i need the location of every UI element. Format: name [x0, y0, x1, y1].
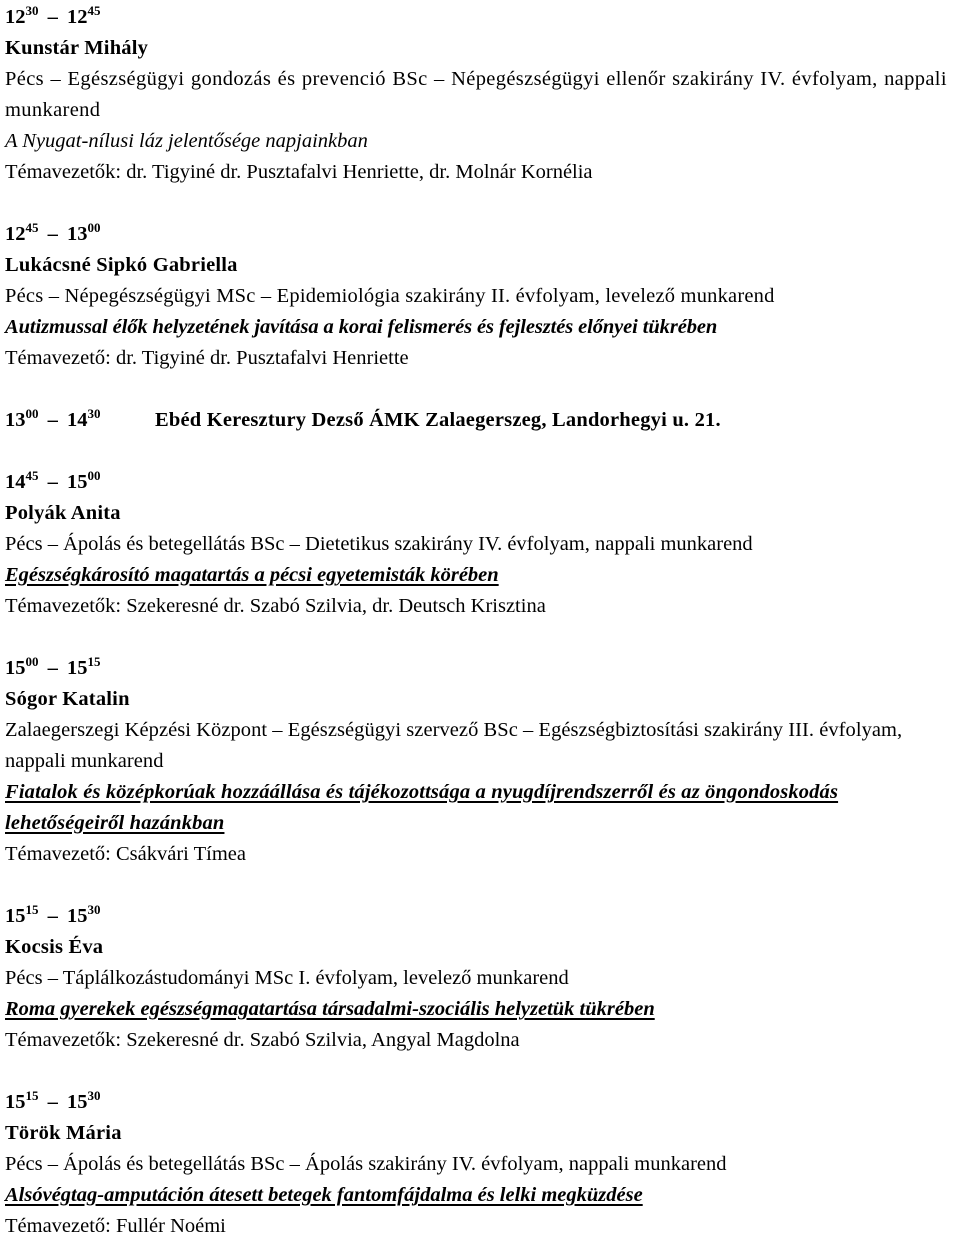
schedule-entry	[5, 467, 957, 622]
time-slot: $15^{00} - 15^{15}$	[5, 654, 101, 679]
program-info: Pécs – Táplálkozástudományi MSc I. évfolyam, levelező munkarend	[5, 967, 569, 989]
presentation-title: Roma gyerekek egészségmagatartása társadalmi-szociális helyzetük tükrében	[5, 998, 655, 1020]
time-slot: $12^{30} - 12^{45}$	[5, 3, 101, 28]
presentation-title: Autizmussal élők helyzetének javítása a korai felismerés és fejlesztés előnyei tükrében	[5, 316, 718, 338]
presenter-name: Kunstár Mihály	[5, 37, 149, 59]
supervisor: Témavezető: dr. Tigyiné dr. Pusztafalvi Henriette	[5, 347, 409, 369]
program-info: Pécs – Népegészségügyi MSc – Epidemiológia szakirány II. évfolyam, levelező munkarend	[5, 285, 775, 307]
schedule-entry	[5, 219, 957, 374]
time-slot: $13^{00} - 14^{30}$	[5, 406, 101, 431]
presentation-title: Alsóvégtag-amputáción átesett betegek fantomfájdalma és lelki megküzdése	[5, 1184, 643, 1206]
supervisor: Témavezető: Fullér Noémi	[5, 1215, 226, 1237]
time-slot: $12^{45} - 13^{00}$	[5, 220, 101, 245]
supervisor: Témavezetők: dr. Tigyiné dr. Pusztafalvi Henriette, dr. Molnár Kornélia	[5, 161, 593, 183]
schedule-entry	[5, 2, 957, 188]
time-slot: $15^{15} - 15^{30}$	[5, 1088, 101, 1113]
supervisor: Témavezetők: Szekeresné dr. Szabó Szilvia, Angyal Magdolna	[5, 1029, 520, 1051]
presenter-name: Lukácsné Sipkó Gabriella	[5, 254, 238, 276]
time-slot: $15^{15} - 15^{30}$	[5, 902, 101, 927]
supervisor: Témavezetők: Szekeresné dr. Szabó Szilvia, dr. Deutsch Krisztina	[5, 595, 546, 617]
program-info: Zalaegerszegi Képzési Központ – Egészségügyi szervező BSc – Egészségbiztosítási szakirány III. évfolyam, nappali munkarend	[5, 719, 903, 772]
presentation-title: A Nyugat-nílusi láz jelentősége napjainkban	[5, 130, 368, 152]
supervisor: Témavezető: Csákvári Tímea	[5, 843, 246, 865]
presentation-title: Fiatalok és középkorúak hozzáállása és tájékozottsága a nyugdíjrendszerről és az öngondoskodás lehetőségeiről hazánkban	[5, 781, 839, 834]
schedule-entry	[5, 901, 957, 1056]
program-info: Pécs – Ápolás és betegellátás BSc – Dietetikus szakirány IV. évfolyam, nappali munkarend	[5, 533, 753, 555]
schedule-entry	[5, 1087, 957, 1242]
schedule-entry	[5, 653, 957, 870]
program-info: Pécs – Egészségügyi gondozás és prevenció BSc – Népegészségügyi ellenőr szakirány IV. évfolyam, nappali munkarend	[5, 68, 947, 121]
time-slot: $14^{45} - 15^{00}$	[5, 468, 101, 493]
presenter-name: Török Mária	[5, 1122, 122, 1144]
presenter-name: Kocsis Éva	[5, 936, 104, 958]
schedule-page	[5, 2, 957, 1242]
presenter-name: Polyák Anita	[5, 502, 121, 524]
presentation-title: Egészségkárosító magatartás a pécsi egyetemisták körében	[5, 564, 499, 586]
presenter-name: Sógor Katalin	[5, 688, 130, 710]
program-info: Pécs – Ápolás és betegellátás BSc – Ápolás szakirány IV. évfolyam, nappali munkarend	[5, 1153, 727, 1175]
lunch-location: Ebéd Keresztury Dezső ÁMK Zalaegerszeg, Landorhegyi u. 21.	[155, 409, 721, 431]
lunch-break	[5, 405, 957, 436]
